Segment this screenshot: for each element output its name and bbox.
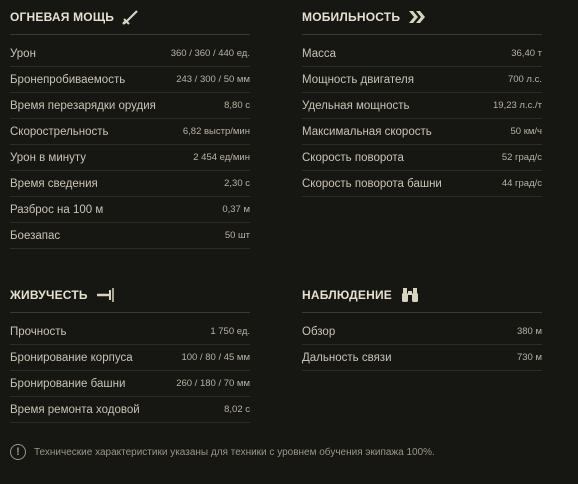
stat-label: Бронирование корпуса: [10, 351, 133, 364]
stat-value: 36,40 т: [511, 48, 542, 59]
survivability-section: [10, 284, 250, 423]
stat-label: Мощность двигателя: [302, 73, 414, 86]
stat-label: Прочность: [10, 325, 67, 338]
stat-label: Скорость поворота башни: [302, 177, 442, 190]
stat-row-ammo: [10, 223, 250, 249]
mobility-header: [302, 6, 542, 35]
stat-row-penetration: [10, 67, 250, 93]
stat-row-turret-armor: [10, 371, 250, 397]
stat-row-view-range: [302, 319, 542, 345]
stat-row-rate-of-fire: [10, 119, 250, 145]
stat-label: Дальность связи: [302, 351, 392, 364]
firepower-title: ОГНЕВАЯ МОЩЬ: [10, 10, 115, 24]
double-chevron-icon: [408, 10, 426, 24]
stat-value: 6,82 выстр/мин: [182, 126, 250, 137]
stat-row-specific-power: [302, 93, 542, 119]
survivability-title: ЖИВУЧЕСТЬ: [10, 288, 88, 302]
observation-header: [302, 284, 542, 313]
stat-label: Бронепробиваемость: [10, 73, 126, 86]
stat-value: 730 м: [516, 352, 542, 363]
stat-label: Скорострельность: [10, 125, 109, 138]
stat-row-reload: [10, 93, 250, 119]
stat-row-dpm: [10, 145, 250, 171]
stat-label: Обзор: [302, 325, 336, 338]
stat-row-damage: [10, 41, 250, 67]
stat-label: Масса: [302, 47, 337, 60]
crew-training-note: [10, 444, 435, 460]
binoculars-icon: [400, 287, 420, 303]
wrench-icon: [96, 287, 116, 303]
observation-rows: [302, 319, 542, 371]
sword-icon: [122, 9, 140, 25]
stat-value: 260 / 180 / 70 мм: [176, 378, 250, 389]
stat-value: 50 шт: [224, 230, 250, 241]
stat-row-hitpoints: [10, 319, 250, 345]
stat-label: Удельная мощность: [302, 99, 410, 112]
stat-value: 52 град/с: [501, 152, 542, 163]
stat-label: Время перезарядки орудия: [10, 99, 156, 112]
survivability-header: [10, 284, 250, 313]
stat-label: Урон в минуту: [10, 151, 87, 164]
stat-label: Боезапас: [10, 229, 61, 242]
stat-value: 44 град/с: [501, 178, 542, 189]
stat-value: 700 л.с.: [507, 74, 542, 85]
mobility-section: [302, 6, 542, 197]
stat-label: Урон: [10, 47, 36, 60]
firepower-rows: [10, 41, 250, 249]
stat-value: 0,37 м: [222, 204, 250, 215]
stat-row-max-speed: [302, 119, 542, 145]
mobility-title: МОБИЛЬНОСТЬ: [302, 10, 401, 24]
stat-row-aim-time: [10, 171, 250, 197]
stat-row-traverse: [302, 145, 542, 171]
stat-value: 1 750 ед.: [210, 326, 250, 337]
stat-row-repair-time: [10, 397, 250, 423]
firepower-header: [10, 6, 250, 35]
observation-title: НАБЛЮДЕНИЕ: [302, 288, 393, 302]
stat-row-weight: [302, 41, 542, 67]
stat-value: 100 / 80 / 45 мм: [181, 352, 250, 363]
note-text: Технические характеристики указаны для техники с уровнем обучения экипажа 100%.: [34, 446, 435, 458]
stat-row-engine-power: [302, 67, 542, 93]
stat-value: 380 м: [516, 326, 542, 337]
stat-value: 243 / 300 / 50 мм: [176, 74, 250, 85]
stat-row-hull-armor: [10, 345, 250, 371]
stat-row-signal-range: [302, 345, 542, 371]
stat-label: Максимальная скорость: [302, 125, 432, 138]
stat-value: 50 км/ч: [510, 126, 542, 137]
stat-row-dispersion: [10, 197, 250, 223]
stat-value: 8,80 с: [224, 100, 250, 111]
stat-label: Бронирование башни: [10, 377, 126, 390]
observation-section: [302, 284, 542, 371]
stat-row-turret-traverse: [302, 171, 542, 197]
stat-value: 8,02 с: [224, 404, 250, 415]
stat-label: Время сведения: [10, 177, 98, 190]
stat-value: 360 / 360 / 440 ед.: [170, 48, 250, 59]
firepower-section: [10, 6, 250, 249]
mobility-rows: [302, 41, 542, 197]
stat-label: Скорость поворота: [302, 151, 404, 164]
stat-label: Разброс на 100 м: [10, 203, 104, 216]
survivability-rows: [10, 319, 250, 423]
stat-value: 2,30 с: [224, 178, 250, 189]
stat-value: 2 454 ед/мин: [193, 152, 250, 163]
stat-value: 19,23 л.с./т: [493, 100, 542, 111]
info-icon: !: [10, 444, 26, 460]
stat-label: Время ремонта ходовой: [10, 403, 140, 416]
